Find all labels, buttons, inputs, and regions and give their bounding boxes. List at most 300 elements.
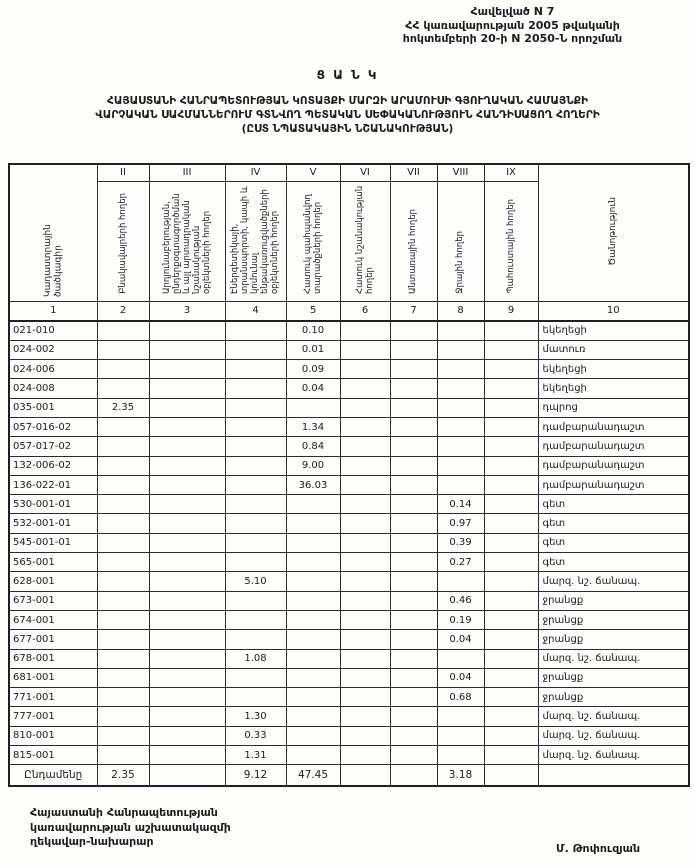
value-cell — [340, 495, 390, 514]
value-cell — [390, 707, 437, 726]
value-cell — [390, 610, 437, 629]
total-label: Ընդամենը — [9, 765, 97, 786]
signature-name: Մ. Թոփուզյան — [556, 842, 641, 855]
value-cell — [340, 591, 390, 610]
cadastral-code-cell: 565-001 — [9, 553, 97, 572]
value-cell — [437, 340, 484, 359]
value-cell — [286, 668, 340, 687]
value-cell — [390, 572, 437, 591]
value-cell: 0.04 — [437, 630, 484, 649]
value-cell — [390, 437, 437, 456]
column-number: 2 — [97, 301, 149, 321]
value-cell — [390, 533, 437, 552]
value-cell — [149, 495, 225, 514]
value-cell — [484, 688, 538, 707]
value-cell — [97, 495, 149, 514]
value-cell — [340, 437, 390, 456]
land-table-container — [8, 163, 688, 787]
value-cell: 0.09 — [286, 360, 340, 379]
column-number: 9 — [484, 301, 538, 321]
roman-numeral: VI — [340, 164, 390, 181]
roman-numeral: III — [149, 164, 225, 181]
value-cell — [286, 688, 340, 707]
cadastral-code-cell: 057-016-02 — [9, 417, 97, 436]
footer-signatory — [30, 806, 231, 850]
roman-numeral: VII — [390, 164, 437, 181]
value-cell — [340, 572, 390, 591]
value-cell — [484, 360, 538, 379]
note-cell: մարզ. նշ. ճանապ. — [538, 572, 689, 591]
value-cell — [97, 321, 149, 340]
value-cell — [390, 398, 437, 417]
value-cell — [225, 610, 286, 629]
table-row — [9, 746, 689, 765]
cadastral-code-cell: 530-001-01 — [9, 495, 97, 514]
value-cell: 0.01 — [286, 340, 340, 359]
cadastral-code-cell: 628-001 — [9, 572, 97, 591]
table-row — [9, 379, 689, 398]
value-cell — [390, 746, 437, 765]
title-line: ՀԱՅԱՍՏԱՆԻ ՀԱՆՐԱՊԵՏՈՒԹՅԱՆ ԿՈՏԱՅՔԻ ՄԱՐԶԻ ԱՐԱՄՈՒՍԻ ԳՅՈՒՂԱԿԱՆ ՀԱՄԱՅՆՔԻ — [107, 95, 588, 107]
cadastral-code-cell: 681-001 — [9, 668, 97, 687]
value-cell — [286, 591, 340, 610]
table-row — [9, 360, 689, 379]
cadastral-code-cell: 035-001 — [9, 398, 97, 417]
value-cell — [97, 688, 149, 707]
value-cell: 0.04 — [437, 668, 484, 687]
total-value-cell — [149, 765, 225, 786]
value-cell — [286, 610, 340, 629]
value-cell — [390, 495, 437, 514]
value-cell — [484, 456, 538, 475]
roman-numeral: IX — [484, 164, 538, 181]
category-header-settlement: Բնակավայրերի հողեր — [97, 181, 149, 301]
value-cell — [149, 475, 225, 494]
value-cell — [149, 610, 225, 629]
value-cell — [149, 533, 225, 552]
note-cell: գետ — [538, 514, 689, 533]
roman-numeral: V — [286, 164, 340, 181]
table-row — [9, 591, 689, 610]
value-cell — [286, 630, 340, 649]
value-cell — [340, 514, 390, 533]
note-cell: դամբարանադաշտ — [538, 456, 689, 475]
value-cell — [437, 360, 484, 379]
value-cell — [149, 707, 225, 726]
value-cell — [390, 688, 437, 707]
value-cell — [437, 456, 484, 475]
table-row — [9, 340, 689, 359]
value-cell — [149, 746, 225, 765]
value-cell — [149, 321, 225, 340]
category-header-energy-transport: Էներգետիկայի, տրանսպորտի, կապի և կոմունալ ենթակառուցվածքների օբյեկտների հողեր — [225, 181, 286, 301]
value-cell: 0.46 — [437, 591, 484, 610]
value-cell — [149, 630, 225, 649]
value-cell — [390, 321, 437, 340]
value-cell — [437, 417, 484, 436]
cadastral-code-cell: 057-017-02 — [9, 437, 97, 456]
value-cell — [225, 668, 286, 687]
value-cell — [340, 360, 390, 379]
value-cell — [149, 379, 225, 398]
roman-numeral-row — [9, 164, 689, 181]
table-row — [9, 553, 689, 572]
value-cell — [484, 746, 538, 765]
value-cell — [286, 553, 340, 572]
total-value-cell: 3.18 — [437, 765, 484, 786]
cadastral-code-cell: 021-010 — [9, 321, 97, 340]
value-cell — [149, 572, 225, 591]
value-cell — [149, 456, 225, 475]
note-cell: մարզ. նշ. ճանապ. — [538, 746, 689, 765]
note-cell: ջրանցք — [538, 610, 689, 629]
value-cell — [149, 437, 225, 456]
value-cell — [484, 610, 538, 629]
value-cell — [437, 321, 484, 340]
value-cell — [97, 630, 149, 649]
value-cell — [484, 553, 538, 572]
total-value-cell: 9.12 — [225, 765, 286, 786]
value-cell: 9.00 — [286, 456, 340, 475]
table-row — [9, 572, 689, 591]
category-header-protected-areas: Հատուկ պահպանվող տարածքների հողեր — [286, 181, 340, 301]
total-value-cell: 47.45 — [286, 765, 340, 786]
value-cell — [97, 475, 149, 494]
value-cell — [286, 726, 340, 745]
value-cell — [225, 417, 286, 436]
value-cell — [286, 495, 340, 514]
value-cell — [340, 456, 390, 475]
value-cell — [340, 726, 390, 745]
table-row — [9, 649, 689, 668]
value-cell: 1.31 — [225, 746, 286, 765]
value-cell — [340, 668, 390, 687]
value-cell — [97, 553, 149, 572]
category-header-forest: Անտառային հողեր — [390, 181, 437, 301]
value-cell: 0.04 — [286, 379, 340, 398]
value-cell — [340, 630, 390, 649]
appendix-line: ՀՀ կառավարության 2005 թվականի — [405, 18, 620, 32]
value-cell — [484, 340, 538, 359]
cadastral-code-cell: 532-001-01 — [9, 514, 97, 533]
value-cell — [225, 591, 286, 610]
value-cell — [484, 437, 538, 456]
table-row — [9, 417, 689, 436]
footer-line: ղեկավար-նախարար — [30, 835, 154, 848]
value-cell — [225, 514, 286, 533]
cadastral-code-cell: 136-022-01 — [9, 475, 97, 494]
total-value-cell — [484, 765, 538, 786]
value-cell — [484, 726, 538, 745]
value-cell — [340, 321, 390, 340]
value-cell: 0.14 — [437, 495, 484, 514]
value-cell — [149, 726, 225, 745]
cadastral-code-cell: 132-006-02 — [9, 456, 97, 475]
value-cell — [286, 533, 340, 552]
note-column-header — [538, 164, 689, 301]
value-cell — [484, 533, 538, 552]
value-cell — [149, 398, 225, 417]
note-cell: ջրանցք — [538, 688, 689, 707]
value-cell — [437, 437, 484, 456]
column-number: 7 — [390, 301, 437, 321]
value-cell — [390, 553, 437, 572]
value-cell: 0.68 — [437, 688, 484, 707]
cadastral-code-cell: 777-001 — [9, 707, 97, 726]
value-cell: 2.35 — [97, 398, 149, 417]
value-cell — [340, 533, 390, 552]
value-cell — [225, 533, 286, 552]
note-cell: ջրանցք — [538, 591, 689, 610]
note-cell: ջրանցք — [538, 668, 689, 687]
value-cell — [484, 707, 538, 726]
cadastral-code-header-label: Կադաստրային ծածկագիր — [42, 223, 64, 297]
value-cell — [97, 437, 149, 456]
value-cell — [149, 553, 225, 572]
appendix-line: Հավելված N 7 — [470, 5, 555, 18]
note-cell: մարզ. նշ. ճանապ. — [538, 726, 689, 745]
note-cell: դամբարանադաշտ — [538, 437, 689, 456]
value-cell — [390, 726, 437, 745]
footer-line: կառավարության աշխատակազմի — [30, 820, 231, 834]
value-cell — [437, 475, 484, 494]
value-cell — [390, 379, 437, 398]
value-cell — [437, 707, 484, 726]
value-cell — [484, 649, 538, 668]
note-cell: ջրանցք — [538, 630, 689, 649]
note-cell: գետ — [538, 495, 689, 514]
value-cell — [225, 630, 286, 649]
value-cell — [340, 649, 390, 668]
cadastral-code-cell: 673-001 — [9, 591, 97, 610]
value-cell: 1.08 — [225, 649, 286, 668]
value-cell — [286, 707, 340, 726]
note-cell: դամբարանադաշտ — [538, 417, 689, 436]
total-value-cell — [340, 765, 390, 786]
table-row — [9, 610, 689, 629]
value-cell — [484, 591, 538, 610]
value-cell — [484, 321, 538, 340]
value-cell — [286, 514, 340, 533]
value-cell — [97, 746, 149, 765]
value-cell — [390, 668, 437, 687]
total-row — [9, 765, 689, 786]
table-row — [9, 437, 689, 456]
value-cell — [97, 649, 149, 668]
value-cell — [390, 591, 437, 610]
value-cell: 0.10 — [286, 321, 340, 340]
roman-numeral: II — [97, 164, 149, 181]
table-row — [9, 475, 689, 494]
document-title — [0, 68, 695, 136]
value-cell: 0.97 — [437, 514, 484, 533]
cadastral-code-cell: 024-002 — [9, 340, 97, 359]
column-number: 3 — [149, 301, 225, 321]
value-cell — [340, 417, 390, 436]
value-cell — [149, 417, 225, 436]
value-cell — [286, 649, 340, 668]
value-cell — [437, 649, 484, 668]
value-cell — [149, 360, 225, 379]
title-line: ՎԱՐՉԱԿԱՆ ՍԱՀՄԱՆՆԵՐՈՒՄ ԳՏՆՎՈՂ ՊԵՏԱԿԱՆ ՍԵՓԱԿԱՆՈՒԹՅՈՒՆ ՀԱՆԴԻՍԱՑՈՂ ՀՈՂԵՐԻ — [95, 109, 600, 121]
note-cell: դպրոց — [538, 398, 689, 417]
column-number: 6 — [340, 301, 390, 321]
value-cell — [484, 495, 538, 514]
note-cell: գետ — [538, 553, 689, 572]
value-cell — [484, 572, 538, 591]
value-cell — [225, 321, 286, 340]
value-cell — [97, 379, 149, 398]
cadastral-code-cell: 771-001 — [9, 688, 97, 707]
value-cell — [484, 398, 538, 417]
value-cell — [484, 514, 538, 533]
column-number: 1 — [9, 301, 97, 321]
table-body — [9, 164, 689, 786]
value-cell — [225, 495, 286, 514]
value-cell: 1.30 — [225, 707, 286, 726]
column-number-row — [9, 301, 689, 321]
appendix-line: հոկտեմբերի 20-ի N 2050-Ն որոշման — [402, 32, 623, 45]
value-cell — [437, 398, 484, 417]
table-row — [9, 398, 689, 417]
value-cell — [340, 379, 390, 398]
value-cell: 36.03 — [286, 475, 340, 494]
value-cell — [437, 726, 484, 745]
value-cell — [149, 591, 225, 610]
value-cell — [390, 649, 437, 668]
value-cell — [390, 456, 437, 475]
value-cell — [97, 417, 149, 436]
value-cell — [97, 572, 149, 591]
title-line: (ԸՍՏ ՆՊԱՏԱԿԱՅԻՆ ՆՇԱՆԱԿՈՒԹՅԱՆ) — [241, 123, 454, 135]
value-cell — [225, 340, 286, 359]
roman-numeral: VIII — [437, 164, 484, 181]
column-number: 5 — [286, 301, 340, 321]
note-cell: եկեղեցի — [538, 360, 689, 379]
cadastral-code-cell: 810-001 — [9, 726, 97, 745]
cadastral-code-cell: 815-001 — [9, 746, 97, 765]
value-cell — [340, 475, 390, 494]
value-cell — [340, 707, 390, 726]
cadastral-code-cell: 674-001 — [9, 610, 97, 629]
value-cell — [97, 340, 149, 359]
value-cell — [390, 360, 437, 379]
note-cell: մատուռ — [538, 340, 689, 359]
value-cell — [484, 630, 538, 649]
column-number: 10 — [538, 301, 689, 321]
value-cell — [484, 417, 538, 436]
value-cell — [286, 746, 340, 765]
value-cell — [97, 360, 149, 379]
value-cell — [390, 340, 437, 359]
note-column-header-label: Ծանոթություն — [607, 196, 618, 266]
value-cell — [149, 514, 225, 533]
value-cell — [149, 688, 225, 707]
value-cell — [97, 726, 149, 745]
value-cell — [484, 475, 538, 494]
value-cell — [225, 398, 286, 417]
cadastral-code-cell: 024-008 — [9, 379, 97, 398]
cadastral-code-cell: 677-001 — [9, 630, 97, 649]
title-heading: Ց Ա Ն Կ — [316, 68, 379, 82]
value-cell — [390, 514, 437, 533]
table-row — [9, 707, 689, 726]
cadastral-code-header — [9, 164, 97, 301]
category-header-industrial: Արդյունաբերության, ընդերքօգտագործման և այլ արտադրական նշանակության օբյեկտների հողեր — [149, 181, 225, 301]
value-cell — [390, 630, 437, 649]
table-row — [9, 668, 689, 687]
total-note-cell — [538, 765, 689, 786]
value-cell — [340, 553, 390, 572]
value-cell — [97, 514, 149, 533]
value-cell: 0.19 — [437, 610, 484, 629]
value-cell — [97, 456, 149, 475]
table-row — [9, 495, 689, 514]
land-table — [8, 163, 690, 787]
value-cell — [225, 360, 286, 379]
note-cell: մարզ. նշ. ճանապ. — [538, 707, 689, 726]
note-cell: եկեղեցի — [538, 379, 689, 398]
roman-numeral: IV — [225, 164, 286, 181]
value-cell — [225, 379, 286, 398]
table-row — [9, 456, 689, 475]
value-cell — [149, 340, 225, 359]
cadastral-code-cell: 024-006 — [9, 360, 97, 379]
value-cell: 0.33 — [225, 726, 286, 745]
note-cell: եկեղեցի — [538, 321, 689, 340]
value-cell — [437, 746, 484, 765]
value-cell — [286, 398, 340, 417]
value-cell — [97, 533, 149, 552]
value-cell — [97, 591, 149, 610]
category-header-special-purpose: Հատուկ նշանակության հողեր — [340, 181, 390, 301]
value-cell — [340, 398, 390, 417]
value-cell: 0.84 — [286, 437, 340, 456]
value-cell — [225, 688, 286, 707]
value-cell: 0.27 — [437, 553, 484, 572]
value-cell — [484, 379, 538, 398]
value-cell — [437, 379, 484, 398]
value-cell — [286, 572, 340, 591]
value-cell — [340, 688, 390, 707]
value-cell — [437, 572, 484, 591]
value-cell — [390, 417, 437, 436]
table-row — [9, 630, 689, 649]
value-cell — [97, 707, 149, 726]
appendix-block — [340, 5, 685, 46]
footer-line: Հայաստանի Հանրապետության — [30, 806, 218, 819]
value-cell: 1.34 — [286, 417, 340, 436]
table-row — [9, 514, 689, 533]
table-row — [9, 533, 689, 552]
value-cell — [225, 553, 286, 572]
note-cell: դամբարանադաշտ — [538, 475, 689, 494]
value-cell — [340, 610, 390, 629]
cadastral-code-cell: 545-001-01 — [9, 533, 97, 552]
cadastral-code-cell: 678-001 — [9, 649, 97, 668]
value-cell — [484, 668, 538, 687]
value-cell — [340, 746, 390, 765]
table-row — [9, 321, 689, 340]
value-cell — [225, 475, 286, 494]
value-cell — [225, 437, 286, 456]
value-cell — [97, 610, 149, 629]
column-number: 4 — [225, 301, 286, 321]
value-cell — [97, 668, 149, 687]
note-cell: մարզ. նշ. ճանապ. — [538, 649, 689, 668]
value-cell: 0.39 — [437, 533, 484, 552]
category-header-water: Ջրային հողեր — [437, 181, 484, 301]
